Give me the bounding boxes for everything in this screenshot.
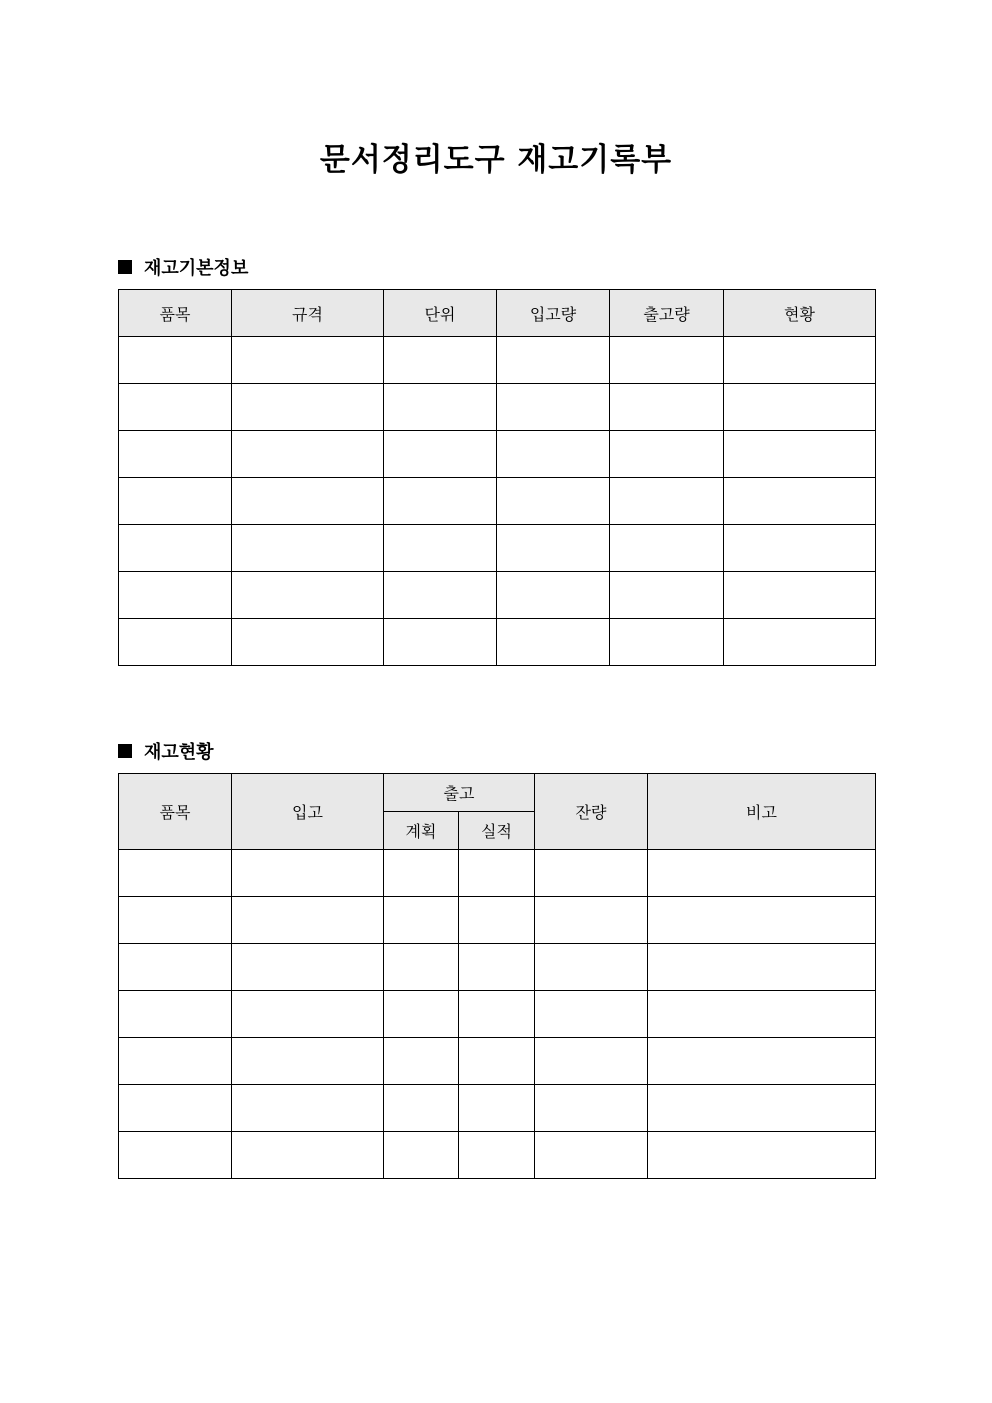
table-cell[interactable] xyxy=(610,525,724,572)
table-cell[interactable] xyxy=(232,478,384,525)
table-cell[interactable] xyxy=(497,384,610,431)
table-cell[interactable] xyxy=(384,850,459,897)
table-cell[interactable] xyxy=(459,944,535,991)
table-cell[interactable] xyxy=(610,619,724,666)
table-cell[interactable] xyxy=(119,1085,232,1132)
table-cell[interactable] xyxy=(497,431,610,478)
column-header-item: 품목 xyxy=(119,290,232,337)
table-row xyxy=(119,337,876,384)
table-cell[interactable] xyxy=(232,1085,384,1132)
table-row xyxy=(119,944,876,991)
table-cell[interactable] xyxy=(535,1085,648,1132)
table-row xyxy=(119,1085,876,1132)
table-cell[interactable] xyxy=(535,991,648,1038)
table-cell[interactable] xyxy=(648,1038,876,1085)
table-cell[interactable] xyxy=(119,384,232,431)
table-cell[interactable] xyxy=(232,431,384,478)
table-cell[interactable] xyxy=(119,1038,232,1085)
table-cell[interactable] xyxy=(384,431,497,478)
table-cell[interactable] xyxy=(610,572,724,619)
table-cell[interactable] xyxy=(459,1038,535,1085)
table-cell[interactable] xyxy=(232,525,384,572)
table-cell[interactable] xyxy=(119,337,232,384)
document-title: 문서정리도구 재고기록부 xyxy=(319,142,673,178)
table-cell[interactable] xyxy=(724,384,876,431)
table-cell[interactable] xyxy=(724,619,876,666)
table-cell[interactable] xyxy=(535,944,648,991)
table-cell[interactable] xyxy=(724,572,876,619)
section-title-text: 재고현황 xyxy=(144,742,214,763)
table-cell[interactable] xyxy=(232,944,384,991)
table-cell[interactable] xyxy=(232,991,384,1038)
table-cell[interactable] xyxy=(384,991,459,1038)
table-cell[interactable] xyxy=(497,572,610,619)
inventory-status-table xyxy=(118,773,876,1179)
table-cell[interactable] xyxy=(610,478,724,525)
column-header-incoming-qty: 입고량 xyxy=(497,290,610,337)
table-cell[interactable] xyxy=(232,572,384,619)
table-cell[interactable] xyxy=(119,1132,232,1179)
table-cell[interactable] xyxy=(232,337,384,384)
table-cell[interactable] xyxy=(119,572,232,619)
table-cell[interactable] xyxy=(459,850,535,897)
table-cell[interactable] xyxy=(724,478,876,525)
black-square-icon xyxy=(118,744,132,758)
table-cell[interactable] xyxy=(535,1132,648,1179)
table-cell[interactable] xyxy=(384,1085,459,1132)
table-cell[interactable] xyxy=(535,1038,648,1085)
table-cell[interactable] xyxy=(384,619,497,666)
section-title-text: 재고기본정보 xyxy=(144,258,249,279)
column-header-unit: 단위 xyxy=(384,290,497,337)
column-header-outgoing-actual: 실적 xyxy=(459,812,535,850)
table-row xyxy=(119,897,876,944)
column-header-incoming: 입고 xyxy=(232,774,384,850)
table-cell[interactable] xyxy=(610,337,724,384)
table-cell[interactable] xyxy=(232,619,384,666)
table-row xyxy=(119,1132,876,1179)
table-cell[interactable] xyxy=(384,384,497,431)
section-title-inventory-status xyxy=(118,738,214,764)
table-cell[interactable] xyxy=(119,619,232,666)
table-cell[interactable] xyxy=(232,384,384,431)
table-cell[interactable] xyxy=(724,525,876,572)
table-cell[interactable] xyxy=(497,337,610,384)
column-header-remarks: 비고 xyxy=(648,774,876,850)
table-cell[interactable] xyxy=(610,431,724,478)
table-cell[interactable] xyxy=(384,572,497,619)
table-cell[interactable] xyxy=(119,431,232,478)
table-row xyxy=(119,991,876,1038)
table-cell[interactable] xyxy=(384,897,459,944)
black-square-icon xyxy=(118,260,132,274)
table-cell[interactable] xyxy=(535,897,648,944)
table-cell[interactable] xyxy=(648,991,876,1038)
table-cell[interactable] xyxy=(497,525,610,572)
column-header-outgoing-plan: 계획 xyxy=(384,812,459,850)
table-cell[interactable] xyxy=(119,944,232,991)
table-row xyxy=(119,478,876,525)
column-header-remaining: 잔량 xyxy=(535,774,648,850)
table-cell[interactable] xyxy=(384,1038,459,1085)
table-cell[interactable] xyxy=(384,337,497,384)
table-cell[interactable] xyxy=(724,337,876,384)
table-cell[interactable] xyxy=(119,897,232,944)
column-header-status: 현황 xyxy=(724,290,876,337)
table-cell[interactable] xyxy=(119,991,232,1038)
column-header-outgoing-qty: 출고량 xyxy=(610,290,724,337)
table-row xyxy=(119,850,876,897)
table-cell[interactable] xyxy=(232,1038,384,1085)
table-cell[interactable] xyxy=(384,944,459,991)
table-cell[interactable] xyxy=(724,431,876,478)
table-cell[interactable] xyxy=(610,384,724,431)
table-cell[interactable] xyxy=(384,525,497,572)
table-row xyxy=(119,525,876,572)
column-header-outgoing: 출고 xyxy=(384,774,535,812)
table-cell[interactable] xyxy=(459,1085,535,1132)
table-cell[interactable] xyxy=(459,1132,535,1179)
table-cell[interactable] xyxy=(119,478,232,525)
table-cell[interactable] xyxy=(648,897,876,944)
table-row xyxy=(119,431,876,478)
table-cell[interactable] xyxy=(648,944,876,991)
table-cell[interactable] xyxy=(648,1132,876,1179)
table-cell[interactable] xyxy=(648,850,876,897)
table-cell[interactable] xyxy=(459,897,535,944)
table-cell[interactable] xyxy=(232,897,384,944)
table-row xyxy=(119,1038,876,1085)
inventory-basic-info-table xyxy=(118,289,876,666)
column-header-spec: 규격 xyxy=(232,290,384,337)
table-cell[interactable] xyxy=(119,850,232,897)
table-cell[interactable] xyxy=(459,991,535,1038)
table-row xyxy=(119,572,876,619)
table-cell[interactable] xyxy=(384,1132,459,1179)
table-cell[interactable] xyxy=(497,619,610,666)
column-header-item: 품목 xyxy=(119,774,232,850)
table-cell[interactable] xyxy=(497,478,610,525)
table-cell[interactable] xyxy=(232,850,384,897)
table-cell[interactable] xyxy=(535,850,648,897)
table-row xyxy=(119,619,876,666)
table-cell[interactable] xyxy=(648,1085,876,1132)
table-row xyxy=(119,384,876,431)
table-cell[interactable] xyxy=(119,525,232,572)
table-cell[interactable] xyxy=(232,1132,384,1179)
section-title-basic-info xyxy=(118,254,248,280)
table-cell[interactable] xyxy=(384,478,497,525)
